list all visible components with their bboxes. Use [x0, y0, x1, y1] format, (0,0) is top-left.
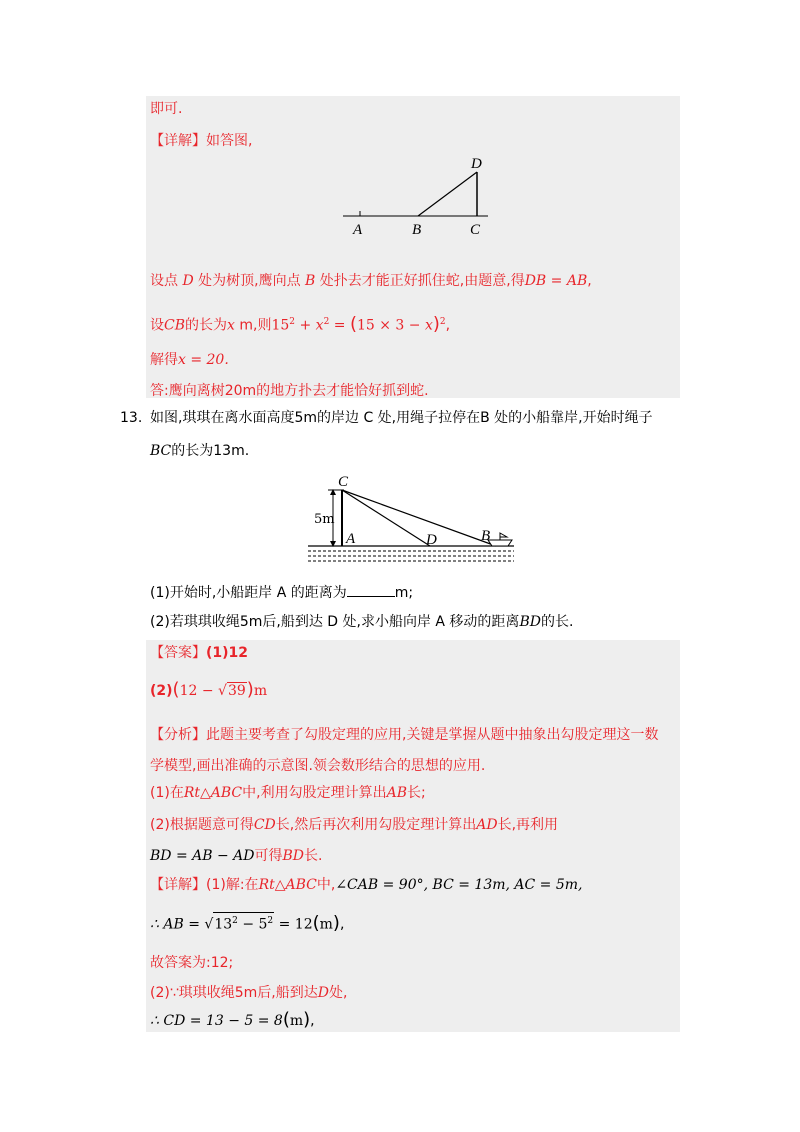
setup-line-1: 设点 D 处为树顶,鹰向点 B 处扑去才能正好抓住蛇,由题意,得DB = AB,: [150, 273, 592, 289]
continuation-text: 即可.: [150, 101, 183, 117]
detail-line-2: ∴ AB = $√13^2 - 5^2 = 12(m)$,: [150, 912, 345, 934]
figure-tree-eagle: [340, 152, 500, 240]
detail-tag: 【详解】: [150, 133, 206, 149]
answer-2: (2)(12 − √39)m: [150, 679, 268, 700]
boat-flag: [500, 533, 507, 537]
label-a: A: [353, 222, 363, 238]
analysis-step-2: (2)根据题意可得CD长,然后再次利用勾股定理计算出AD长,再利用: [150, 817, 559, 833]
figure-boat-rope: [300, 470, 522, 570]
final-answer: 故答案为:12;: [150, 955, 234, 971]
detail-line-3: (2)∵琪琪收绳5m后,船到达D处,: [150, 985, 348, 1001]
analysis-step-3: BD = AB − AD可得BD长.: [150, 848, 323, 864]
boat-icon: [488, 540, 512, 546]
label-d2: D: [426, 532, 437, 548]
q13-stem-2: BC的长为13m.: [150, 443, 250, 459]
label-b: B: [412, 222, 422, 238]
analysis-line-1: 【分析】此题主要考查了勾股定理的应用,关键是掌握从题中抽象出勾股定理这一数: [150, 727, 659, 743]
detail-line-4: ∴ CD = 13 − 5 = 8(m),: [150, 1009, 315, 1030]
setup-line-3: 解得x = 20.: [150, 352, 229, 368]
segment-bd: [418, 172, 477, 216]
analysis-step-1: (1)在Rt△ABC中,利用勾股定理计算出AB长;: [150, 785, 426, 801]
answer-heading: 【答案】(1)12: [150, 645, 249, 661]
q13-sub-1: (1)开始时,小船距岸 A 的距离为 m;: [150, 585, 414, 601]
label-d: D: [471, 156, 482, 172]
q13-stem-1: 如图,琪琪在离水面高度5m的岸边 C 处,用绳子拉停在B 处的小船靠岸,开始时绳子: [150, 410, 653, 426]
detail-line-1: 【详解】(1)解:在Rt△ABC中,∠CAB = 90°, BC = 13m, AC = 5m,: [150, 877, 583, 893]
q13-sub-2: (2)若琪琪收绳5m后,船到达 D 处,求小船向岸 A 移动的距离BD的长.: [150, 614, 574, 630]
label-c2: C: [338, 474, 349, 490]
answer-blank: [347, 583, 395, 597]
rope-cb: [342, 490, 496, 546]
rope-cd: [342, 490, 430, 546]
setup-line-2: 设CB的长为x m,则$15^2 + x^2 = (15 \times 3 - x)^2$,: [150, 313, 451, 335]
analysis-line-2: 学模型,画出准确的示意图.领会数形结合的思想的应用.: [150, 758, 486, 774]
label-b2: B: [481, 528, 491, 544]
answer-line-1: 答:鹰向离树20m的地方扑去才能恰好抓到蛇.: [150, 383, 429, 399]
label-a2: A: [346, 531, 356, 547]
height-label: 5m: [314, 512, 335, 527]
detail-text: 如答图,: [206, 133, 253, 149]
detail-heading: [150, 131, 252, 151]
q13-number: 13.: [120, 410, 143, 426]
label-c: C: [470, 222, 481, 238]
